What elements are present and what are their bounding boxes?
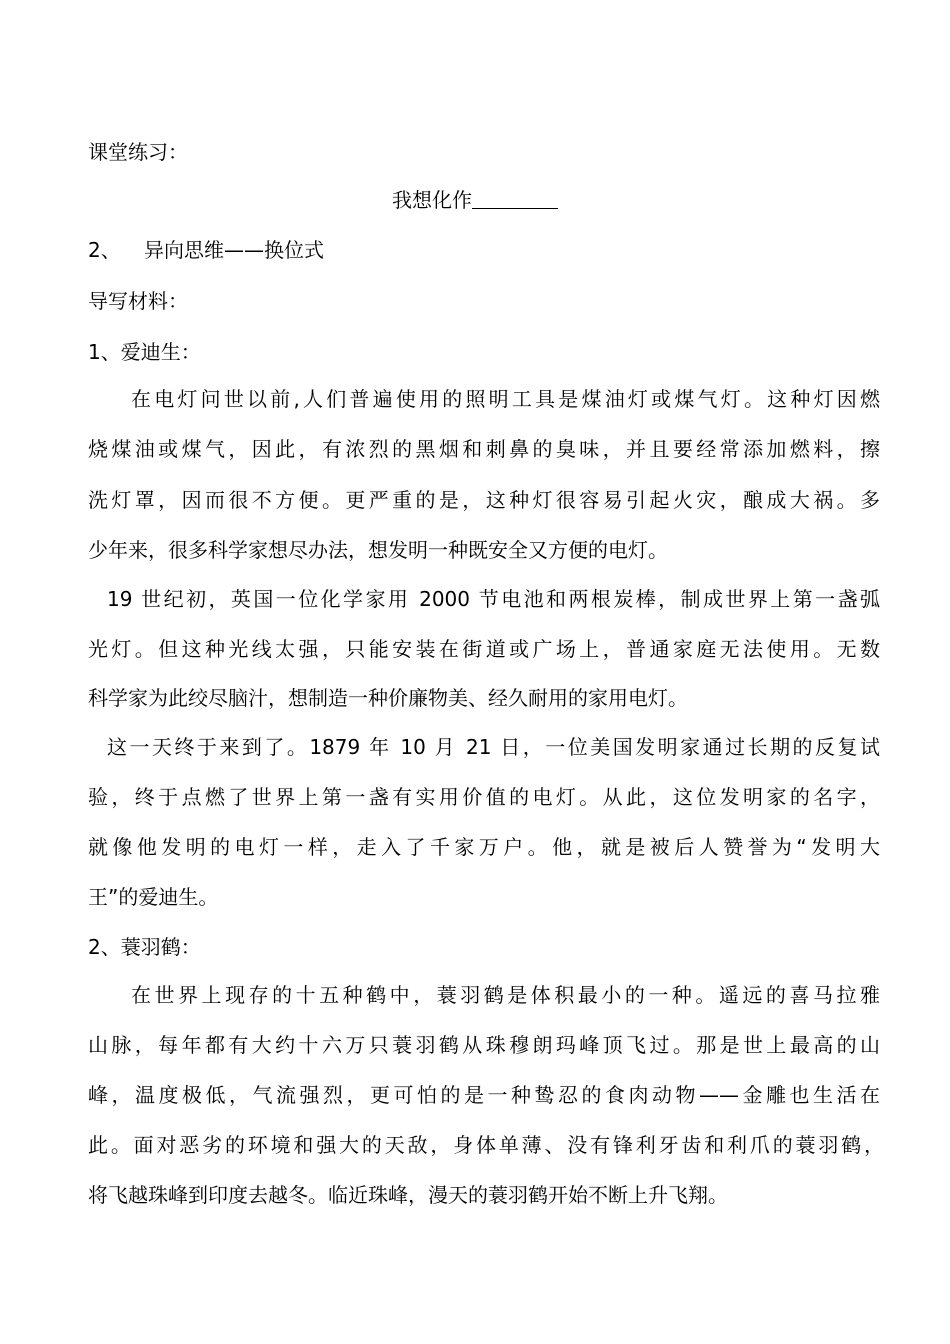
section-title: 异向思维——换位式 bbox=[144, 238, 324, 262]
item1-heading: 1、爱迪生： bbox=[88, 340, 201, 364]
item2-line: 山脉，每年都有大约十六万只蓑羽鹤从珠穆朗玛峰顶飞过。那是世上最高的山 bbox=[88, 1033, 880, 1057]
section-heading bbox=[88, 238, 880, 262]
item2-line: 峰，温度极低，气流强烈，更可怕的是一种鸷忍的食肉动物——金雕也生活在 bbox=[88, 1083, 880, 1107]
item1-line: 光灯。但这种光线太强，只能安装在街道或广场上，普通家庭无法使用。无数 bbox=[88, 637, 880, 661]
item1-line: 19 世纪初，英国一位化学家用 2000 节电池和两根炭棒，制成世界上第一盏弧 bbox=[107, 587, 880, 611]
exercise-heading: 课堂练习： bbox=[88, 140, 188, 164]
item1-line: 烧煤油或煤气，因此，有浓烈的黑烟和刺鼻的臭味，并且要经常添加燃料，擦 bbox=[88, 437, 880, 461]
item1-line: 在电灯问世以前,人们普遍使用的照明工具是煤油灯或煤气灯。这种灯因燃 bbox=[131, 387, 880, 411]
item1-line: 少年来，很多科学家想尽办法，想发明一种既安全又方便的电灯。 bbox=[88, 538, 668, 562]
item2-line: 此。面对恶劣的环境和强大的天敌，身体单薄、没有锋利牙齿和利爪的蓑羽鹤， bbox=[88, 1133, 884, 1157]
section-number: 2、 bbox=[88, 238, 121, 262]
materials-heading: 导写材料： bbox=[88, 289, 188, 313]
item2-line: 将飞越珠峰到印度去越冬。临近珠峰，漫天的蓑羽鹤开始不断上升飞翔。 bbox=[88, 1183, 728, 1207]
item1-line: 验，终于点燃了世界上第一盏有实用价值的电灯。从此，这位发明家的名字， bbox=[88, 785, 880, 809]
item1-line: 王”的爱迪生。 bbox=[88, 885, 219, 909]
item1-line: 科学家为此绞尽脑汁，想制造一种价廉物美、经久耐用的家用电灯。 bbox=[88, 686, 688, 710]
essay-title-text: 我想化作 bbox=[392, 188, 472, 212]
item2-heading: 2、蓑羽鹤： bbox=[88, 935, 201, 959]
title-blank-line bbox=[472, 188, 558, 209]
item1-line: 这一天终于来到了。1879 年 10 月 21 日，一位美国发明家通过长期的反复试 bbox=[107, 735, 880, 759]
item2-line: 在世界上现存的十五种鹤中，蓑羽鹤是体积最小的一种。遥远的喜马拉雅 bbox=[131, 983, 880, 1007]
item1-line: 就像他发明的电灯一样，走入了千家万户。他，就是被后人赞誉为“发明大 bbox=[88, 835, 880, 859]
essay-title bbox=[0, 188, 950, 212]
item1-line: 洗灯罩，因而很不方便。更严重的是，这种灯很容易引起火灾，酿成大祸。多 bbox=[88, 488, 880, 512]
